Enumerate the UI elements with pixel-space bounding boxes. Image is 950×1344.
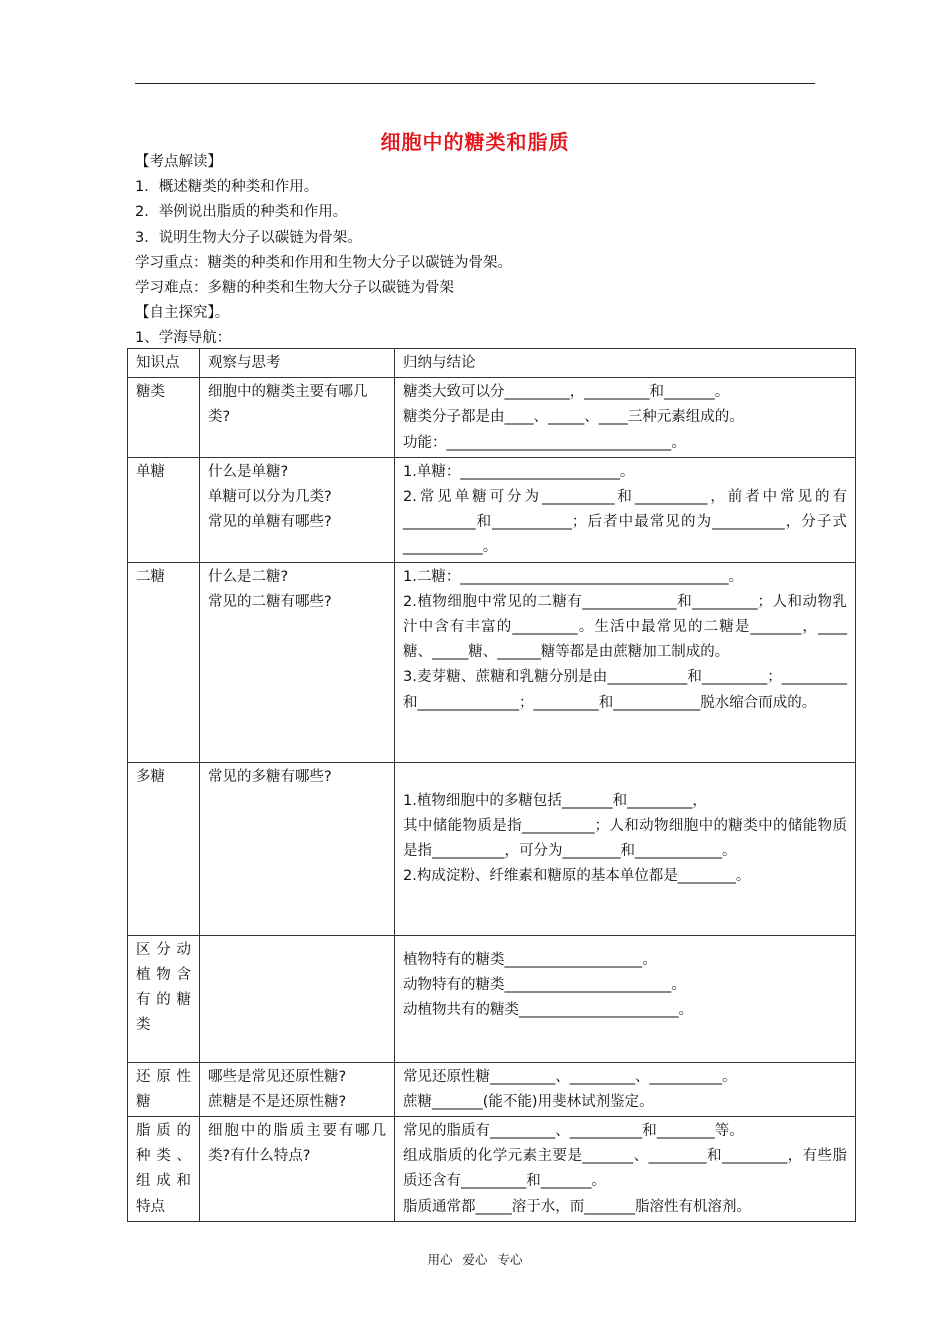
table-row (128, 378, 856, 458)
think-cell (200, 762, 395, 935)
conclude-text: 动物特有的糖类_______________________。 (403, 976, 686, 993)
point-text: 类 (136, 1017, 151, 1034)
conclude-text: 其中储能物质是指__________；人和动物细胞中的糖类中的储能物质是指__________，可分为________和____________。 (403, 817, 847, 860)
conclude-text: 功能：_______________________________。 (403, 434, 686, 451)
think-cell (200, 1062, 395, 1116)
point-cell (128, 378, 200, 458)
table-row (128, 1117, 856, 1222)
think-text: 单糖可以分为几类? (208, 489, 332, 506)
point-text: 糖 (136, 1093, 151, 1110)
point-text: 植物含 (136, 966, 191, 983)
think-text: 什么是二糖? (208, 568, 289, 585)
conclude-text: 糖类分子都是由____、_____、____三种元素组成的。 (403, 409, 744, 426)
table-row (128, 1062, 856, 1116)
table-header-row (128, 349, 856, 378)
intro-line: 3．说明生物大分子以碳链为骨架。 (135, 229, 362, 246)
conclude-text: 2.常见单糖可分为__________和__________，前者中常见的有__________和___________；后者中最常见的为__________，分子式___________。 (403, 489, 847, 556)
point-text: 脂质的 (136, 1123, 191, 1140)
conclude-text: 常见还原性糖_________、_________、__________。 (403, 1068, 737, 1085)
think-text: 常见的单糖有哪些? (208, 514, 332, 531)
page-title: 细胞中的糖类和脂质 (380, 130, 570, 154)
conclude-text: 2.植物细胞中常见的二糖有_____________和_________；人和动物乳汁中含有丰富的_________。生活中最常见的二糖是_______，____糖、_____糖、______糖等都是由蔗糖加工制成的。 (403, 593, 847, 661)
intro-line: 1、学海导航： (135, 330, 232, 347)
header-cell: 归纳与结论 (395, 349, 856, 378)
table-row (128, 562, 856, 762)
conclude-text: 蔗糖_______(能不能)用斐林试剂鉴定。 (403, 1093, 654, 1110)
conclude-text: 植物特有的糖类___________________。 (403, 951, 657, 968)
point-text: 组成和 (136, 1173, 191, 1190)
conclude-cell (395, 562, 856, 762)
point-text: 有的糖 (136, 992, 191, 1009)
conclude-cell (395, 762, 856, 935)
think-text: 哪些是常见还原性糖? (208, 1068, 347, 1085)
intro-line: 【自主探究】。 (135, 305, 230, 322)
table-row (128, 762, 856, 935)
header-cell: 知识点 (128, 349, 200, 378)
conclude-cell (395, 457, 856, 562)
page-footer: 用心 爱心 专心 (427, 1252, 523, 1267)
point-cell (128, 762, 200, 935)
point-text: 区分动 (136, 941, 191, 958)
think-cell (200, 562, 395, 762)
conclude-cell (395, 378, 856, 458)
intro-line: 学习重点：糖类的种类和作用和生物大分子以碳链为骨架。 (135, 254, 512, 271)
conclude-text: 组成脂质的化学元素主要是_______、________和_________，有些脂质还含有_________和_______。 (403, 1148, 847, 1190)
think-text: 蔗糖是不是还原性糖? (208, 1093, 347, 1110)
intro-line: 2．举例说出脂质的种类和作用。 (135, 204, 348, 221)
conclude-text: 糖类大致可以分_________，_________和_______。 (403, 384, 730, 401)
conclude-text: 1.单糖：______________________。 (403, 463, 635, 480)
point-text: 还原性 (136, 1068, 191, 1085)
intro-line: 【考点解读】 (135, 154, 222, 170)
conclude-cell (395, 1117, 856, 1222)
table-row (128, 935, 856, 1062)
point-cell (128, 1117, 200, 1222)
point-text: 特点 (136, 1198, 165, 1215)
conclude-cell (395, 935, 856, 1062)
conclude-text: 常见的脂质有_________、__________和________等。 (403, 1123, 744, 1140)
point-text: 种类、 (136, 1148, 191, 1165)
conclude-text: 动植物共有的糖类______________________。 (403, 1002, 693, 1019)
think-text: 常见的多糖有哪些? (208, 768, 332, 785)
point-text: 多糖 (136, 768, 165, 785)
think-text: 细胞中的脂质主要有哪几类?有什么特点? (208, 1123, 386, 1165)
table-row (128, 457, 856, 562)
conclude-cell (395, 1062, 856, 1116)
study-table (127, 348, 856, 1222)
header-cell: 观察与思考 (200, 349, 395, 378)
think-text: 什么是单糖? (208, 463, 289, 480)
conclude-text: 3.麦芽糖、蔗糖和乳糖分别是由___________和_________；_________和______________；_________和____________脱水缩合而成的。 (403, 669, 847, 711)
conclude-text: 2.构成淀粉、纤维素和糖原的基本单位都是________。 (403, 868, 751, 885)
point-text: 二糖 (136, 568, 165, 585)
think-text: 细胞中的糖类主要有哪几类? (208, 384, 368, 426)
point-cell (128, 562, 200, 762)
think-cell (200, 935, 395, 1062)
point-cell (128, 457, 200, 562)
think-cell (200, 1117, 395, 1222)
conclude-text: 脂质通常都_____溶于水，而_______脂溶性有机溶剂。 (403, 1198, 751, 1215)
point-text: 糖类 (136, 384, 165, 401)
point-cell (128, 935, 200, 1062)
header-rule (135, 83, 815, 84)
point-text: 单糖 (136, 463, 165, 480)
intro-line: 1．概述糖类的种类和作用。 (135, 179, 319, 196)
conclude-text: 1.植物细胞中的多糖包括_______和_________， (403, 792, 707, 809)
point-cell (128, 1062, 200, 1116)
intro-section (135, 150, 835, 352)
think-cell (200, 378, 395, 458)
intro-line: 学习难点：多糖的种类和生物大分子以碳链为骨架 (135, 280, 454, 297)
conclude-text: 1.二糖：_____________________________________。 (403, 568, 744, 585)
think-text: 常见的二糖有哪些? (208, 593, 332, 610)
think-cell (200, 457, 395, 562)
